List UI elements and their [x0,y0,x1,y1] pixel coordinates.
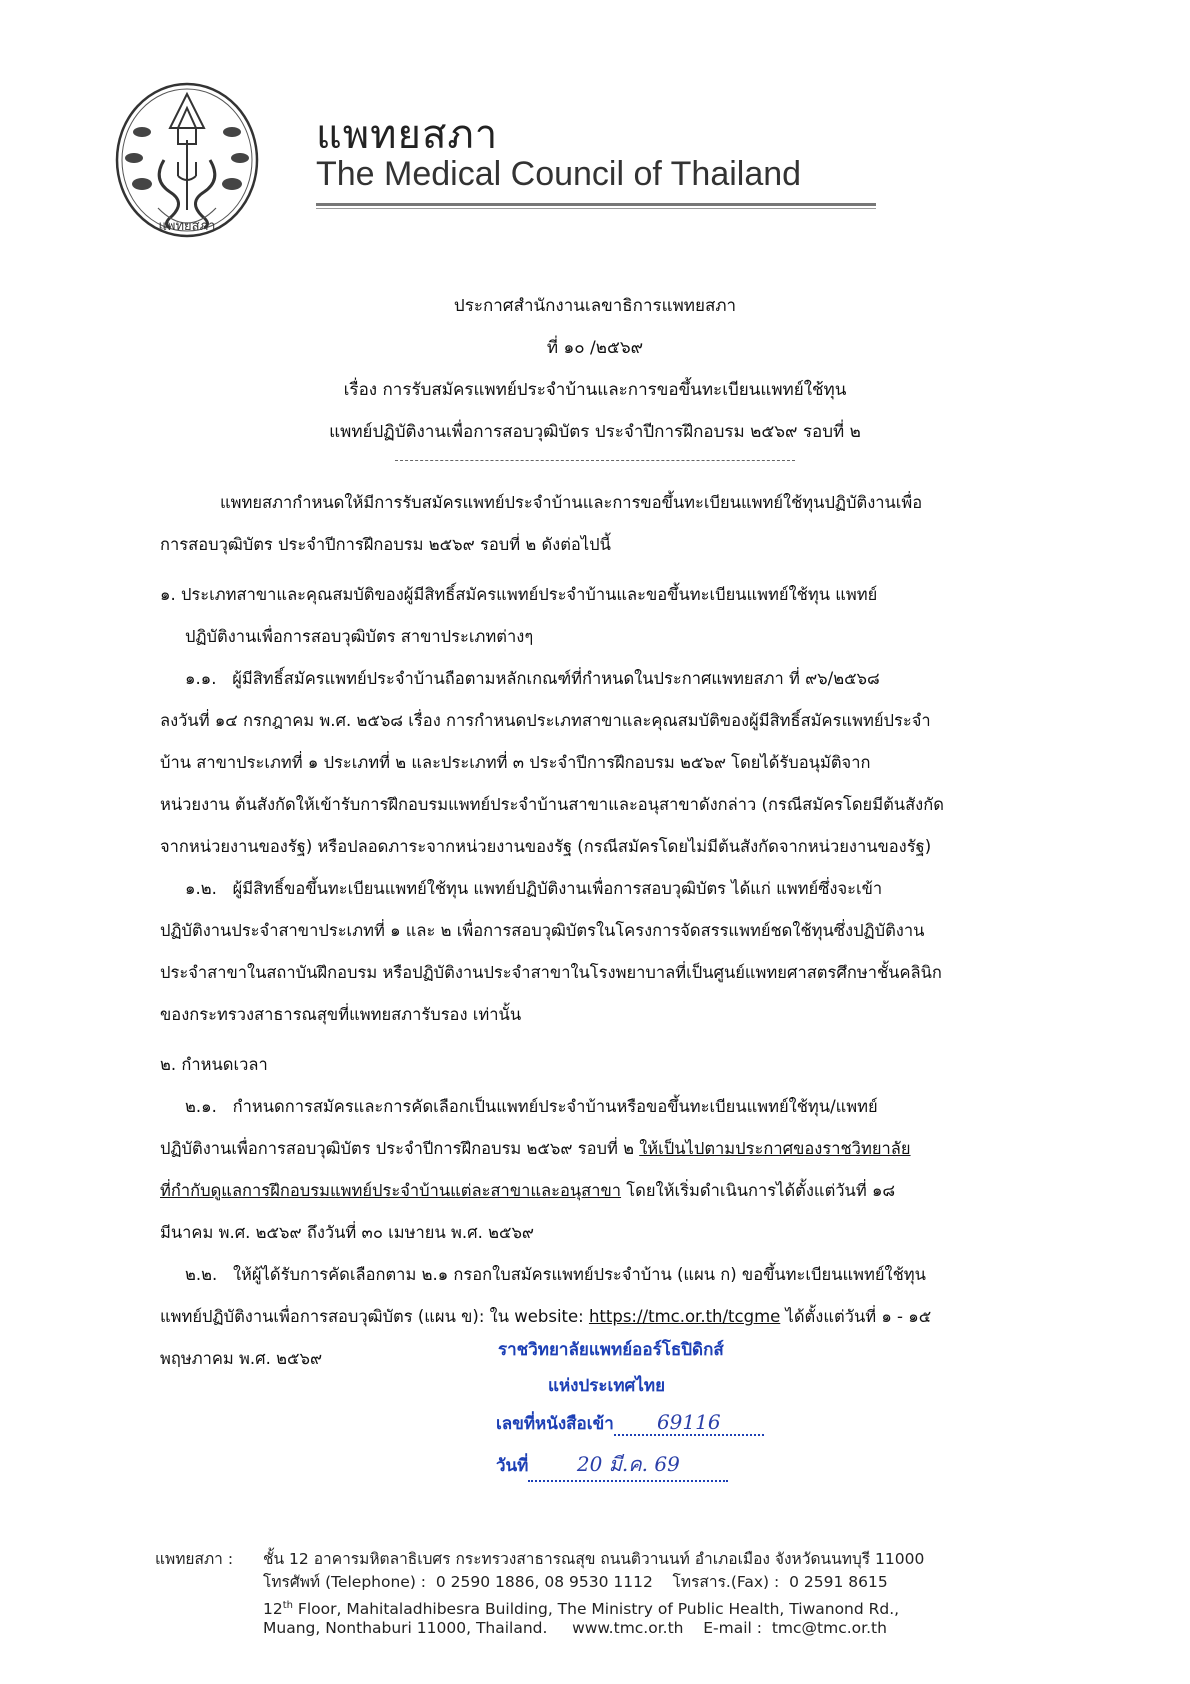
announcement-number: ที่ ๑๐ /๒๕๖๙ [546,338,644,358]
footer-phone-fax: โทรศัพท์ (Telephone) : 0 2590 1886, 08 9530 1112 โทรสาร.(Fax) : 0 2591 8615 [263,1573,888,1591]
fax-number: 0 2591 8615 [789,1573,888,1591]
section2-item1-line2: ปฏิบัติงานเพื่อการสอบวุฒิบัตร ประจำปีการฝึกอบรม ๒๕๖๙ รอบที่ ๒ ให้เป็นไปตามประกาศของราชวิทยาลัย [160,1139,911,1158]
section1-item1-line4: หน่วยงาน ต้นสังกัดให้เข้ารับการฝึกอบรมแพทย์ประจำบ้านสาขาและอนุสาขาดังกล่าว (กรณีสมัครโดยมีต้นสังกัด [160,795,944,814]
underlined-text: ที่กำกับดูแลการฝึกอบรมแพทย์ประจำบ้านแต่ละสาขาและอนุสาขา [160,1181,622,1200]
footer-label: แพทยสภา : [155,1550,234,1568]
footer-email-link[interactable]: tmc@tmc.or.th [771,1619,887,1637]
section2-heading: ๒. กำหนดเวลา [160,1055,268,1074]
section1-item1-line1: ๑.๑. ผู้มีสิทธิ์สมัครแพทย์ประจำบ้านถือตามหลักเกณฑ์ที่กำหนดในประกาศแพทยสภา ที่ ๙๖/๒๕๖๘ [185,669,880,688]
section1-item1-line2: ลงวันที่ ๑๔ กรกฎาคม พ.ศ. ๒๕๖๘ เรื่อง การกำหนดประเภทสาขาและคุณสมบัติของผู้มีสิทธิ์สมัครแพทย์ประจำ [160,711,931,730]
section1-item2-line3: ประจำสาขาในสถาบันฝึกอบรม หรือปฏิบัติงานประจำสาขาในโรงพยาบาลที่เป็นศูนย์แพทยศาสตรศึกษาชั้นคลินิก [160,963,942,982]
medical-council-seal-icon [112,80,262,240]
section2-item2-line1: ๒.๒. ให้ผู้ได้รับการคัดเลือกตาม ๒.๑ กรอกใบสมัครแพทย์ประจำบ้าน (แผน ก) ขอขึ้นทะเบียนแพทย์ใช้ทุน [185,1265,926,1284]
footer-address-english-line2: Muang, Nonthaburi 11000, Thailand. www.tmc.or.th E-mail : tmc@tmc.or.th [263,1619,887,1637]
doc-number-label: เลขที่หนังสือเข้า [496,1414,614,1434]
org-name-english: The Medical Council of Thailand [316,155,802,193]
announcement-subject-line2: แพทย์ปฏิบัติงานเพื่อการสอบวุฒิบัตร ประจำปีการฝึกอบรม ๒๕๖๙ รอบที่ ๒ [329,422,861,442]
section1-item2-line2: ปฏิบัติงานประจำสาขาประเภทที่ ๑ และ ๒ เพื่อการสอบวุฒิบัตรในโครงการจัดสรรแพทย์ชดใช้ทุนซึ่งปฏิบัติงาน [160,921,925,940]
item-number: ๒.๑. [185,1097,217,1116]
section1-item1-line3: บ้าน สาขาประเภทที่ ๑ ประเภทที่ ๒ และประเภทที่ ๓ ประจำปีการฝึกอบรม ๒๕๖๙ โดยได้รับอนุมัติจาก [160,753,871,772]
tcgme-website-link[interactable]: https://tmc.or.th/tcgme [588,1307,781,1326]
section2-item1-line4: มีนาคม พ.ศ. ๒๕๖๙ ถึงวันที่ ๓๐ เมษายน พ.ศ. ๒๕๖๙ [160,1223,534,1242]
underlined-text: ให้เป็นไปตามประกาศของราชวิทยาลัย [639,1139,911,1158]
org-name-thai: แพทยสภา [316,112,499,158]
announcement-issuer: ประกาศสำนักงานเลขาธิการแพทยสภา [453,296,737,316]
letterhead-divider [316,203,876,206]
date-label: วันที่ [496,1456,529,1476]
svg-text:แพทยสภา: แพทยสภา [158,219,216,234]
intro-line1: แพทยสภากำหนดให้มีการรับสมัครแพทย์ประจำบ้านและการขอขึ้นทะเบียนแพทย์ใช้ทุนปฏิบัติงานเพื่อ [220,493,923,512]
item-number: ๑.๒. [185,879,217,898]
section1-item2-line4: ของกระทรวงสาธารณสุขที่แพทยสภารับรอง เท่านั้น [160,1005,522,1024]
announcement-subject-line1: เรื่อง การรับสมัครแพทย์ประจำบ้านและการขอขึ้นทะเบียนแพทย์ใช้ทุน [343,380,847,400]
section2-item1-line3: ที่กำกับดูแลการฝึกอบรมแพทย์ประจำบ้านแต่ละสาขาและอนุสาขา โดยให้เริ่มดำเนินการได้ตั้งแต่วันที่ ๑๘ [160,1181,896,1200]
section2-item1-line1: ๒.๑. กำหนดการสมัครและการคัดเลือกเป็นแพทย์ประจำบ้านหรือขอขึ้นทะเบียนแพทย์ใช้ทุน/แพทย์ [185,1097,878,1116]
date-value: 20 มี.ค. 69 [576,1452,680,1476]
section2-item2-line2: แพทย์ปฏิบัติงานเพื่อการสอบวุฒิบัตร (แผน ข): ใน website: https://tmc.or.th/tcgme ได้ตั้งแต่วันที่ ๑ - ๑๕ [160,1307,932,1326]
phone-number: 0 2590 1886, 08 9530 1112 [435,1573,653,1591]
stamp-org-line1: ราชวิทยาลัยแพทย์ออร์โธปิดิกส์ [498,1340,724,1360]
footer-address-thai: ชั้น 12 อาคารมหิตลาธิเบศร กระทรวงสาธารณสุข ถนนติวานนท์ อำเภอเมือง จังหวัดนนทบุรี 11000 [263,1550,925,1568]
stamp-date [496,1448,728,1482]
section1-item1-line5: จากหน่วยงานของรัฐ) หรือปลอดภาระจากหน่วยงานของรัฐ (กรณีสมัครโดยไม่มีต้นสังกัดจากหน่วยงานของรัฐ) [160,837,932,856]
footer-website-link[interactable]: www.tmc.or.th [572,1619,684,1637]
section1-heading-line2: ปฏิบัติงานเพื่อการสอบวุฒิบัตร สาขาประเภทต่างๆ [185,627,534,646]
footer-address-english-line1: 12th Floor, Mahitaladhibesra Building, The Ministry of Public Health, Tiwanond Rd., [263,1600,900,1619]
title-separator [395,460,795,461]
stamp-doc-number [496,1410,764,1437]
doc-number-value: 69116 [656,1410,721,1434]
section1-heading-line1: ๑. ประเภทสาขาและคุณสมบัติของผู้มีสิทธิ์สมัครแพทย์ประจำบ้านและขอขึ้นทะเบียนแพทย์ใช้ทุน แพทย์ [160,585,878,604]
section2-item2-line3: พฤษภาคม พ.ศ. ๒๕๖๙ [160,1349,323,1368]
letterhead-divider-thin [316,208,876,209]
item-number: ๒.๒. [185,1265,218,1284]
section1-item2-line1: ๑.๒. ผู้มีสิทธิ์ขอขึ้นทะเบียนแพทย์ใช้ทุน แพทย์ปฏิบัติงานเพื่อการสอบวุฒิบัตร ได้แก่ แพทย์ซึ่งจะเข้า [185,879,883,898]
item-number: ๑.๑. [185,669,217,688]
intro-line2: การสอบวุฒิบัตร ประจำปีการฝึกอบรม ๒๕๖๙ รอบที่ ๒ ดังต่อไปนี้ [160,535,611,554]
stamp-org-line2: แห่งประเทศไทย [548,1376,666,1396]
